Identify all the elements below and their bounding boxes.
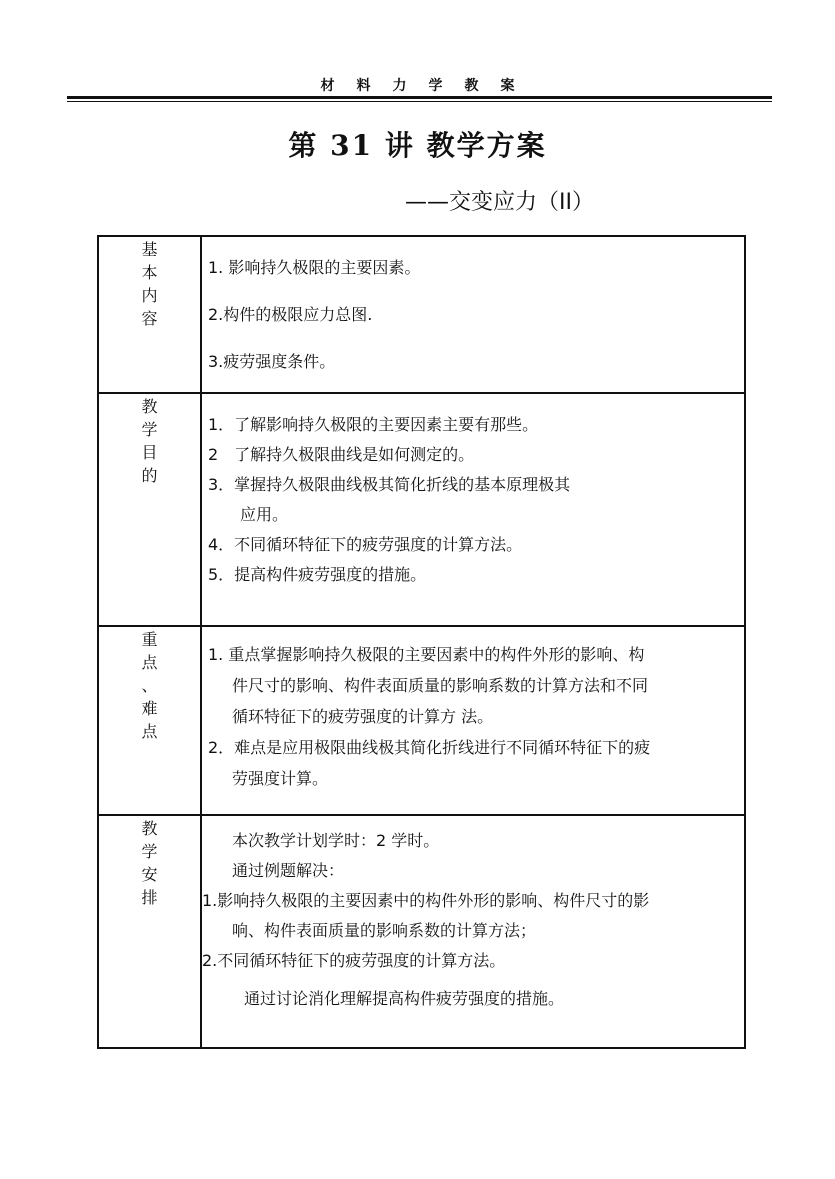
label-char: 点 <box>141 653 158 672</box>
content-line: 2.构件的极限应力总图. <box>208 305 373 324</box>
label-char: 教 <box>141 819 158 838</box>
content-line: 2 了解持久极限曲线是如何测定的。 <box>208 445 475 464</box>
row-key-points <box>98 626 745 815</box>
label-char: 重 <box>141 630 158 649</box>
content-line: 1. 影响持久极限的主要因素。 <box>208 258 421 277</box>
content-line: 通过讨论消化理解提高构件疲劳强度的措施。 <box>244 989 565 1008</box>
content-line: 响、构件表面质量的影响系数的计算方法； <box>232 921 537 940</box>
content-arrangement <box>201 815 745 1048</box>
content-line: 1．了解影响持久极限的主要因素主要有那些。 <box>208 415 539 434</box>
label-char: 内 <box>141 286 158 305</box>
content-key-points <box>201 626 745 815</box>
label-teaching-arrangement <box>98 815 201 1048</box>
label-char: 排 <box>141 888 158 907</box>
content-line: 1. 重点掌握影响持久极限的主要因素中的构件外形的影响、构 <box>208 645 645 664</box>
teaching-plan-table <box>97 235 746 1049</box>
content-line: 循环特征下的疲劳强度的计算方 法。 <box>232 707 494 726</box>
label-char: 目 <box>141 443 158 462</box>
page-title: 第 31 讲 教学方案 <box>288 129 547 162</box>
label-char: 点 <box>141 722 158 741</box>
header-rule-thick <box>67 96 772 99</box>
label-char: 难 <box>141 699 158 718</box>
label-key-points <box>98 626 201 815</box>
content-line: 本次教学计划学时：2 学时。 <box>232 831 440 850</box>
label-char: 安 <box>141 865 158 884</box>
content-basic <box>201 236 745 393</box>
content-line: 4．不同循环特征下的疲劳强度的计算方法。 <box>208 535 523 554</box>
label-basic-content <box>98 236 201 393</box>
row-teaching-arrangement <box>98 815 745 1048</box>
label-char: 的 <box>141 466 158 485</box>
row-basic-content <box>98 236 745 393</box>
label-char: 本 <box>141 263 158 282</box>
content-line: 5．提高构件疲劳强度的措施。 <box>208 565 427 584</box>
content-goals <box>201 393 745 626</box>
content-line: 3．掌握持久极限曲线极其简化折线的基本原理极其 <box>208 475 571 494</box>
content-line: 应用。 <box>240 505 289 524</box>
label-char: 基 <box>141 240 158 259</box>
label-char: 教 <box>141 397 158 416</box>
content-line: 3.疲劳强度条件。 <box>208 352 336 371</box>
label-char: 容 <box>141 309 158 328</box>
content-line: 2.不同循环特征下的疲劳强度的计算方法。 <box>202 951 506 970</box>
label-char: 、 <box>141 676 158 695</box>
page-subtitle: ——交变应力（II） <box>405 190 594 215</box>
content-line: 劳强度计算。 <box>232 769 329 788</box>
label-teaching-goals <box>98 393 201 626</box>
header-rule-thin <box>67 101 772 102</box>
content-line: 通过例题解决： <box>232 861 345 880</box>
label-char: 学 <box>141 420 158 439</box>
content-line: 2．难点是应用极限曲线极其简化折线进行不同循环特征下的疲 <box>208 738 651 757</box>
label-char: 学 <box>141 842 158 861</box>
page-header: 材料力学教案 <box>320 78 537 94</box>
row-teaching-goals <box>98 393 745 626</box>
content-line: 件尺寸的影响、构件表面质量的影响系数的计算方法和不同 <box>232 676 649 695</box>
content-line: 1.影响持久极限的主要因素中的构件外形的影响、构件尺寸的影 <box>202 891 650 910</box>
